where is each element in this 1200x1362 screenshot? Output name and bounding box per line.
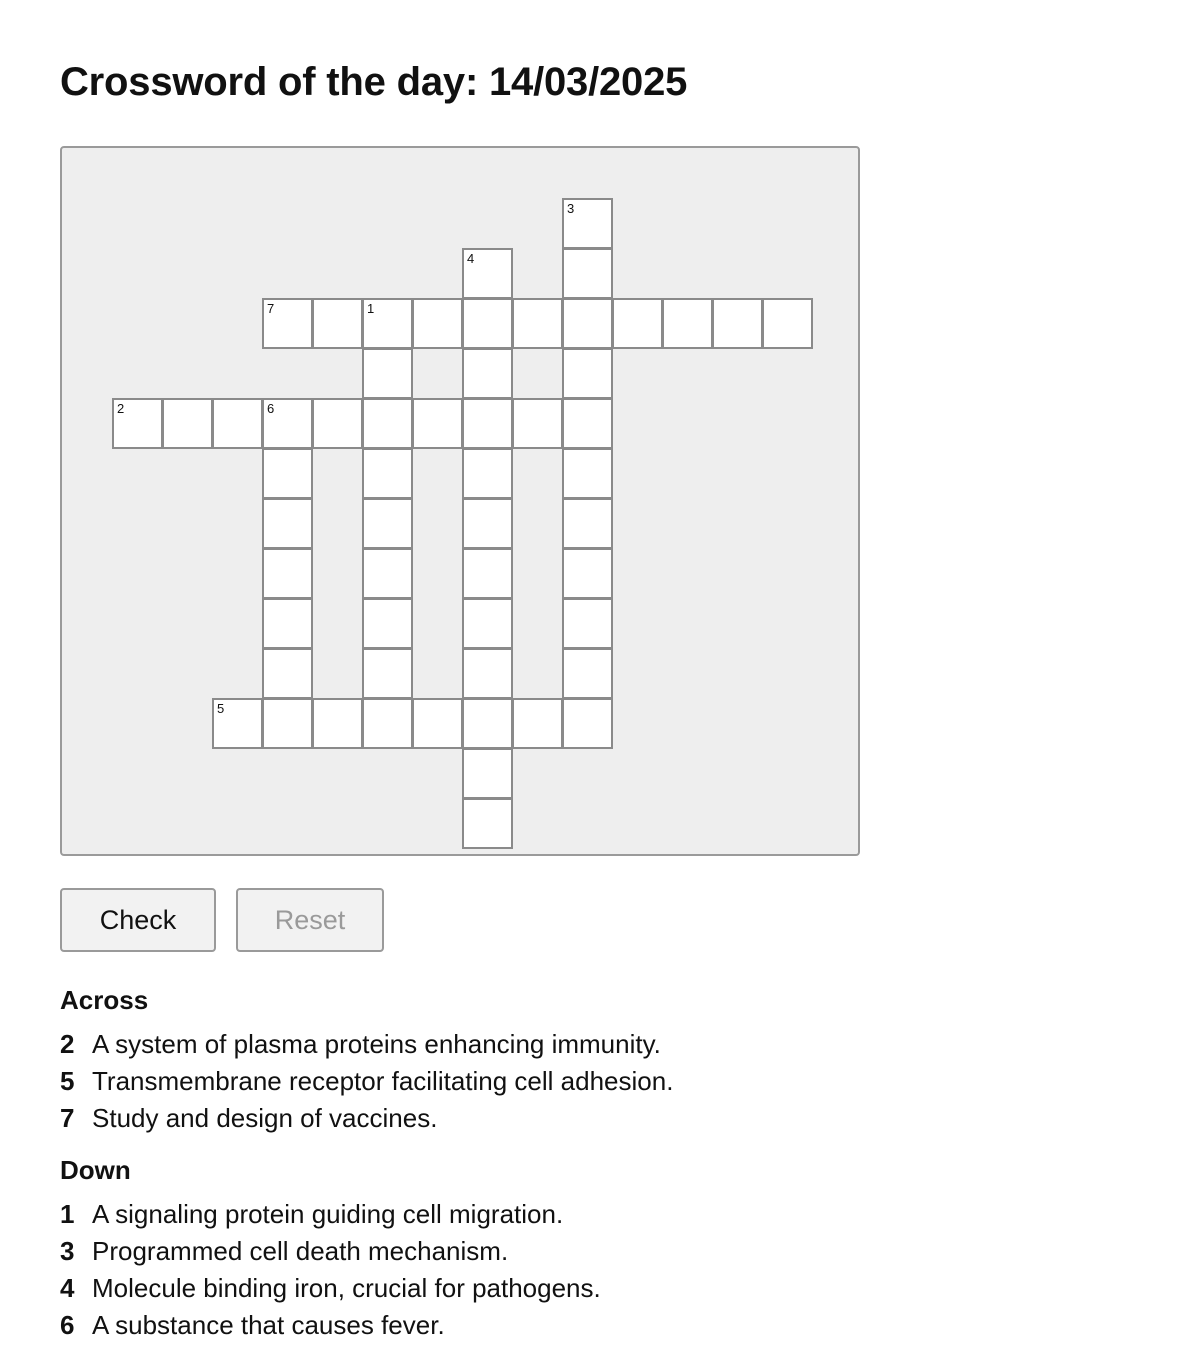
clue-number: 6 [267, 401, 275, 416]
grid-cell[interactable] [312, 698, 363, 749]
clue-number: 6 [60, 1310, 75, 1340]
clue-number: 7 [267, 301, 275, 316]
grid-cell[interactable] [362, 648, 413, 699]
check-button[interactable]: Check [60, 888, 216, 952]
grid-cell[interactable] [462, 748, 513, 799]
grid-cell[interactable] [462, 348, 513, 399]
grid-cell[interactable] [462, 798, 513, 849]
grid-cell[interactable] [462, 648, 513, 699]
grid-cell[interactable] [462, 298, 513, 349]
across-clue[interactable] [60, 1063, 673, 1100]
clue-number: 1 [60, 1199, 75, 1229]
grid-cell[interactable] [262, 698, 313, 749]
grid-cell[interactable] [512, 398, 563, 449]
grid-cell[interactable] [562, 298, 613, 349]
grid-cell[interactable] [562, 448, 613, 499]
grid-cell[interactable] [312, 398, 363, 449]
grid-cell[interactable] [662, 298, 713, 349]
grid-cell[interactable] [562, 648, 613, 699]
grid-cell[interactable] [712, 298, 763, 349]
across-clue[interactable] [60, 1026, 673, 1063]
clue-number: 4 [467, 251, 475, 266]
across-heading: Across [60, 985, 149, 1015]
page-title: Crossword of the day: 14/03/2025 [60, 60, 688, 104]
grid-cell[interactable] [212, 698, 263, 749]
grid-cell[interactable] [462, 398, 513, 449]
clue-number: 7 [60, 1103, 75, 1133]
grid-cell[interactable] [562, 248, 613, 299]
clue-text: A substance that causes fever. [92, 1310, 445, 1340]
grid-cell[interactable] [462, 248, 513, 299]
clue-number: 5 [217, 701, 225, 716]
grid-cell[interactable] [362, 548, 413, 599]
grid-cell[interactable] [562, 548, 613, 599]
grid-cell[interactable] [562, 198, 613, 249]
grid-cell[interactable] [262, 448, 313, 499]
grid-cell[interactable] [162, 398, 213, 449]
clue-text: A signaling protein guiding cell migration. [92, 1199, 564, 1229]
grid-cell[interactable] [512, 298, 563, 349]
grid-cell[interactable] [412, 398, 463, 449]
grid-cell[interactable] [262, 498, 313, 549]
clue-text: A system of plasma proteins enhancing immunity. [92, 1029, 661, 1059]
grid-cell[interactable] [462, 698, 513, 749]
crossword-grid [60, 146, 860, 856]
grid-cell[interactable] [512, 698, 563, 749]
grid-cell[interactable] [462, 448, 513, 499]
grid-cell[interactable] [562, 348, 613, 399]
grid-cell[interactable] [362, 448, 413, 499]
grid-cell[interactable] [562, 498, 613, 549]
down-clue[interactable] [60, 1270, 601, 1307]
grid-cell[interactable] [262, 648, 313, 699]
grid-cell[interactable] [312, 298, 363, 349]
grid-cell[interactable] [462, 498, 513, 549]
down-clue[interactable] [60, 1233, 601, 1270]
clue-number: 3 [60, 1236, 75, 1266]
grid-cell[interactable] [362, 598, 413, 649]
clue-text: Programmed cell death mechanism. [92, 1236, 509, 1266]
grid-cell[interactable] [362, 398, 413, 449]
clue-number: 2 [60, 1029, 75, 1059]
grid-cell[interactable] [362, 298, 413, 349]
grid-cell[interactable] [412, 698, 463, 749]
grid-cell[interactable] [412, 298, 463, 349]
reset-button[interactable]: Reset [236, 888, 384, 952]
grid-cell[interactable] [212, 398, 263, 449]
grid-cell[interactable] [612, 298, 663, 349]
grid-cell[interactable] [362, 498, 413, 549]
across-clue-list [60, 1026, 673, 1137]
grid-cell[interactable] [562, 398, 613, 449]
grid-cell[interactable] [262, 598, 313, 649]
clue-text: Transmembrane receptor facilitating cell adhesion. [92, 1066, 674, 1096]
grid-cell[interactable] [562, 698, 613, 749]
clue-number: 2 [117, 401, 125, 416]
clue-number: 1 [367, 301, 375, 316]
grid-cell[interactable] [362, 698, 413, 749]
clue-number: 4 [60, 1273, 75, 1303]
clue-text: Molecule binding iron, crucial for pathogens. [92, 1273, 601, 1303]
grid-cell[interactable] [562, 598, 613, 649]
across-clue[interactable] [60, 1100, 673, 1137]
down-clue[interactable] [60, 1196, 601, 1233]
down-clue[interactable] [60, 1307, 601, 1344]
down-heading: Down [60, 1155, 131, 1185]
down-clue-list [60, 1196, 601, 1344]
clue-text: Study and design of vaccines. [92, 1103, 438, 1133]
grid-cell[interactable] [262, 398, 313, 449]
grid-cell[interactable] [362, 348, 413, 399]
clue-number: 3 [567, 201, 575, 216]
grid-cell[interactable] [262, 548, 313, 599]
grid-cell[interactable] [462, 598, 513, 649]
clue-number: 5 [60, 1066, 75, 1096]
grid-cell[interactable] [462, 548, 513, 599]
grid-cell[interactable] [112, 398, 163, 449]
grid-cell[interactable] [262, 298, 313, 349]
grid-cell[interactable] [762, 298, 813, 349]
